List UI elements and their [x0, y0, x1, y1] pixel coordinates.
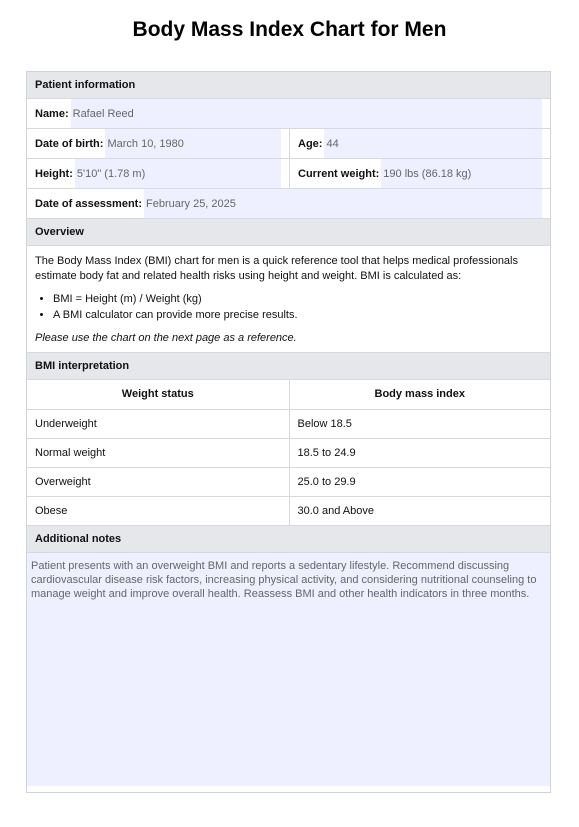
height-field[interactable]: 5'10" (1.78 m): [75, 159, 281, 188]
section-additional-notes: Additional notes: [27, 526, 550, 553]
bmi-range-cell: 18.5 to 24.9: [289, 438, 550, 467]
overview-list: [35, 292, 542, 323]
table-row: [27, 467, 550, 496]
bmi-range-cell: 30.0 and Above: [289, 496, 550, 525]
overview-intro: The Body Mass Index (BMI) chart for men is a quick reference tool that helps medical professionals estimate body fat and related health risks using height and weight. BMI is calculated as:: [35, 255, 518, 282]
name-cell: [27, 99, 550, 128]
dob-age-row: [27, 129, 550, 159]
name-label: Name:: [35, 107, 69, 120]
bmi-range-cell: Below 18.5: [289, 409, 550, 438]
section-patient-information: Patient information: [27, 72, 550, 99]
list-item: • BMI = Height (m) / Weight (kg): [53, 292, 542, 307]
weight-status-cell: Normal weight: [27, 438, 289, 467]
column-header-bmi: Body mass index: [289, 380, 550, 409]
weight-status-cell: Obese: [27, 496, 289, 525]
overview-note: Please use the chart on the next page as a reference.: [35, 332, 297, 344]
assessment-row: [27, 189, 550, 219]
age-field[interactable]: 44: [324, 129, 542, 158]
table-row: [27, 496, 550, 525]
assessment-date-field[interactable]: February 25, 2025: [144, 189, 542, 218]
list-item: • A BMI calculator can provide more precise results.: [53, 308, 542, 323]
column-header-weight-status: Weight status: [27, 380, 289, 409]
additional-notes-field[interactable]: Patient presents with an overweight BMI and reports a sedentary lifestyle. Recommend discussing cardiovascular disease risk factors, increasing physical activity, and considering nutritional counseling to manage weight and improve overall health. Reassess BMI and other health indicators in three months.: [27, 553, 550, 786]
weight-status-cell: Underweight: [27, 409, 289, 438]
assessment-cell: [27, 189, 550, 218]
age-cell: [289, 129, 550, 158]
weight-label: Current weight:: [298, 167, 380, 180]
section-overview: Overview: [27, 219, 550, 246]
dob-cell: [27, 129, 289, 158]
dob-label: Date of birth:: [35, 137, 104, 150]
height-cell: [27, 159, 289, 188]
table-header-row: [27, 380, 550, 409]
assessment-label: Date of assessment:: [35, 197, 142, 210]
dob-field[interactable]: March 10, 1980: [105, 129, 281, 158]
form-sheet: [26, 71, 551, 793]
weight-status-cell: Overweight: [27, 467, 289, 496]
table-row: [27, 438, 550, 467]
bmi-range-cell: 25.0 to 29.9: [289, 467, 550, 496]
overview-body: [27, 246, 550, 353]
weight-cell: [289, 159, 550, 188]
name-row: [27, 99, 550, 129]
bmi-table: [27, 380, 550, 526]
height-label: Height:: [35, 167, 73, 180]
table-row: [27, 409, 550, 438]
height-weight-row: [27, 159, 550, 189]
age-label: Age:: [298, 137, 323, 150]
weight-field[interactable]: 190 lbs (86.18 kg): [381, 159, 542, 188]
page-title: Body Mass Index Chart for Men: [132, 18, 447, 41]
section-bmi-interpretation: BMI interpretation: [27, 353, 550, 380]
name-field[interactable]: Rafael Reed: [71, 99, 542, 128]
